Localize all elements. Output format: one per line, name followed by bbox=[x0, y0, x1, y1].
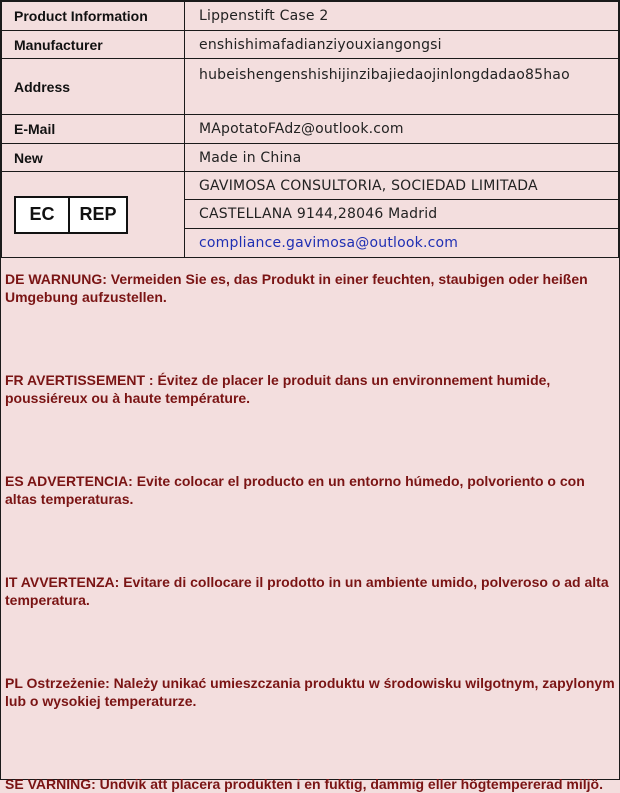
ecrep-address: CASTELLANA 9144,28046 Madrid bbox=[185, 200, 619, 229]
warning-es: ES ADVERTENCIA: Evite colocar el producto en un entorno húmedo, polvoriento o con altas temperaturas. bbox=[5, 473, 585, 507]
row-ecrep-company bbox=[2, 172, 619, 200]
ec-rep-symbol-rep: REP bbox=[79, 204, 117, 224]
warning-fr: FR AVERTISSEMENT : Évitez de placer le produit dans un environnement humide, poussiéreux ou à haute température. bbox=[5, 372, 551, 406]
new-label: New bbox=[2, 144, 185, 172]
new-value: Made in China bbox=[185, 144, 619, 172]
ec-rep-symbol bbox=[14, 196, 128, 234]
address-value: hubeishengenshishijinzibajiedaojinlongdadao85hao bbox=[185, 59, 619, 115]
product-info-table bbox=[1, 1, 619, 258]
ecrep-email[interactable]: compliance.gavimosa@outlook.com bbox=[185, 229, 619, 258]
ecrep-mark-cell bbox=[2, 172, 185, 258]
warning-pl: PL Ostrzeżenie: Należy unikać umieszczania produktu w środowisku wilgotnym, zapylonym lub o wysokiej temperaturze. bbox=[5, 675, 615, 709]
manufacturer-value: enshishimafadianziyouxiangongsi bbox=[185, 31, 619, 59]
safety-warnings bbox=[1, 258, 619, 793]
row-address bbox=[2, 59, 619, 115]
row-product bbox=[2, 2, 619, 31]
manufacturer-label: Manufacturer bbox=[2, 31, 185, 59]
product-label: Product Information bbox=[2, 2, 185, 31]
ec-rep-symbol-ec: EC bbox=[16, 198, 70, 232]
product-value: Lippenstift Case 2 bbox=[185, 2, 619, 31]
warning-se: SE VARNING: Undvik att placera produkten i en fuktig, dammig eller högtempererad miljö. bbox=[5, 776, 603, 792]
email-value: MApotatoFAdz@outlook.com bbox=[185, 115, 619, 144]
address-label: Address bbox=[2, 59, 185, 115]
row-new bbox=[2, 144, 619, 172]
warning-de: DE WARNUNG: Vermeiden Sie es, das Produkt in einer feuchten, staubigen oder heißen Umgebung aufzustellen. bbox=[5, 271, 588, 305]
email-label: E-Mail bbox=[2, 115, 185, 144]
ecrep-company: GAVIMOSA CONSULTORIA, SOCIEDAD LIMITADA bbox=[185, 172, 619, 200]
row-email bbox=[2, 115, 619, 144]
row-manufacturer bbox=[2, 31, 619, 59]
warning-it: IT AVVERTENZA: Evitare di collocare il prodotto in un ambiente umido, polveroso o ad alta temperatura. bbox=[5, 574, 609, 608]
